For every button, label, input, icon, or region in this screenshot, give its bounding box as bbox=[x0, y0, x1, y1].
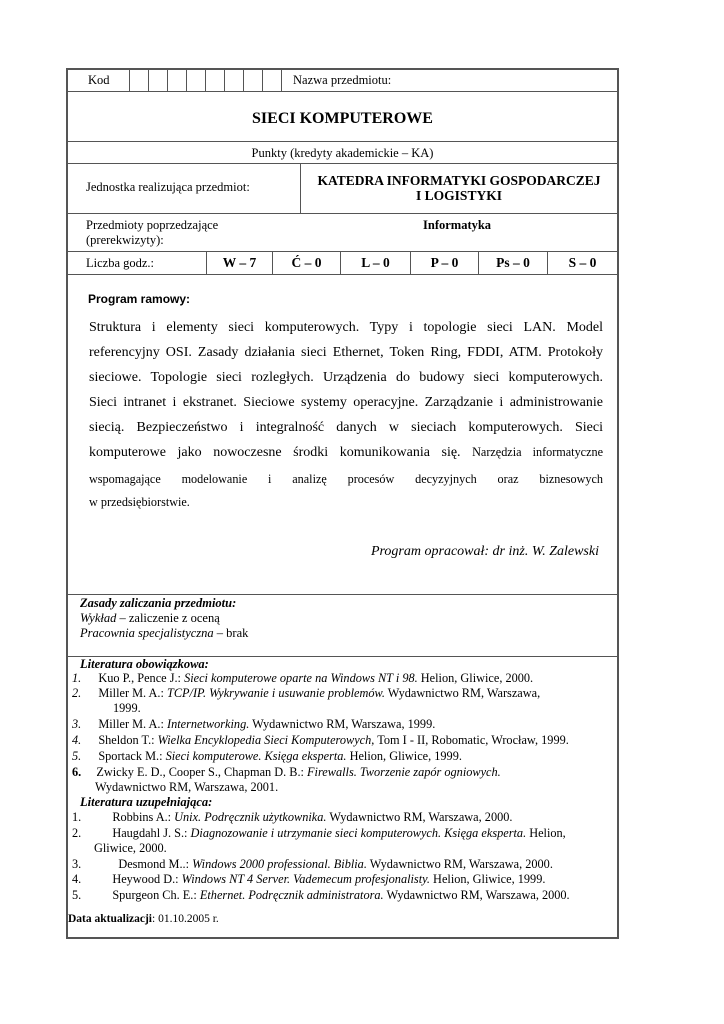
lit-uzup-item: 2. Haugdahl J. S.: Diagnozowanie i utrzymanie sieci komputerowych. Księga eksperta. Helion, bbox=[72, 826, 566, 840]
prereq-label-line1: Przedmioty poprzedzające bbox=[86, 218, 219, 232]
lit-obow-item: 1. Kuo P., Pence J.: Sieci komputerowe oparte na Windows NT i 98. Helion, Gliwice, 2000. bbox=[72, 671, 534, 685]
lit-obow-item: 3. Miller M. A.: Internetworking. Wydawnictwo RM, Warszawa, 1999. bbox=[72, 717, 436, 731]
hours-c: Ć – 0 bbox=[272, 252, 340, 274]
program-line: Sieci intranet i ekstranet. Sieciowe systemy operacyjne. Zarządzanie i administrowanie bbox=[89, 395, 603, 410]
zasady-heading: Zasady zaliczania przedmiotu: bbox=[80, 596, 237, 610]
lit-uzup-item: 1. Robbins A.: Unix. Podręcznik użytkownika. Wydawnictwo RM, Warszawa, 2000. bbox=[72, 810, 513, 824]
kod-box bbox=[243, 70, 262, 91]
program-line: siecią. Bezpieczeństwo i integralność danych w sieciach komputerowych. Sieci bbox=[89, 420, 603, 435]
unit-value-line1: KATEDRA INFORMATYKI GOSPODARCZEJ bbox=[317, 173, 601, 188]
punkty-row bbox=[68, 142, 617, 164]
program-author: Program opracował: dr inż. W. Zalewski bbox=[370, 544, 599, 559]
lit-uzup-heading: Literatura uzupełniająca: bbox=[80, 795, 213, 809]
lit-obow-item: 6. Zwicky E. D., Cooper S., Chapman D. B.: Firewalls. Tworzenie zapór ogniowych. bbox=[72, 765, 501, 779]
lit-uzup-item: 5. Spurgeon Ch. E.: Ethernet. Podręcznik administratora. Wydawnictwo RM, Warszawa, 2000. bbox=[72, 888, 570, 902]
zasady-wyklad: Wykład – zaliczenie z oceną bbox=[80, 611, 220, 625]
hours-label: Liczba godz.: bbox=[86, 256, 155, 270]
course-card bbox=[66, 68, 619, 939]
unit-label: Jednostka realizująca przedmiot: bbox=[86, 180, 250, 194]
kod-box bbox=[167, 70, 186, 91]
kod-box bbox=[129, 70, 148, 91]
zasady-pracownia: Pracownia specjalistyczna – brak bbox=[80, 626, 249, 640]
prereq-row bbox=[68, 214, 617, 252]
hours-row bbox=[68, 252, 617, 275]
kod-boxes bbox=[129, 70, 273, 91]
lit-obow-item-cont: Wydawnictwo RM, Warszawa, 2001. bbox=[95, 780, 279, 794]
kod-label: Kod bbox=[88, 73, 110, 87]
program-line: Struktura i elementy sieci komputerowych. Typy i topologie sieci LAN. Model bbox=[89, 320, 603, 335]
course-title: SIECI KOMPUTEROWE bbox=[252, 110, 433, 127]
program-line: w przedsiębiorstwie. bbox=[89, 495, 190, 509]
lit-uzup-item: 4. Heywood D.: Windows NT 4 Server. Vademecum profesjonalisty. Helion, Gliwice, 1999. bbox=[72, 872, 546, 886]
kod-box bbox=[148, 70, 167, 91]
kod-box bbox=[224, 70, 243, 91]
unit-value-cell bbox=[300, 164, 617, 213]
program-line: sieciowe. Topologie sieci rozległych. Urządzenia do budowy sieci komputerowych. bbox=[89, 370, 603, 385]
program-line: wspomagające modelowanie i analizę procesów decyzyjnych oraz biznesowych bbox=[89, 472, 603, 486]
lit-uzup-item-cont: Gliwice, 2000. bbox=[94, 841, 167, 855]
hours-l: L – 0 bbox=[340, 252, 410, 274]
lit-obow-heading: Literatura obowiązkowa: bbox=[80, 657, 209, 671]
punkty-label: Punkty (kredyty akademickie – KA) bbox=[251, 146, 434, 160]
lit-obow-item: 4. Sheldon T.: Wielka Encyklopedia Sieci Komputerowych, Tom I - II, Robomatic, Wrocław, 1999. bbox=[72, 733, 569, 747]
lit-obow-item: 5. Sportack M.: Sieci komputerowe. Księga eksperta. Helion, Gliwice, 1999. bbox=[72, 749, 462, 763]
kod-row bbox=[68, 70, 617, 92]
kod-box bbox=[205, 70, 224, 91]
unit-value-line2: I LOGISTYKI bbox=[416, 188, 502, 203]
update-date: Data aktualizacji: 01.10.2005 r. bbox=[68, 913, 219, 925]
kod-box bbox=[262, 70, 282, 91]
kod-box bbox=[186, 70, 205, 91]
lit-uzup-item: 3. Desmond M..: Windows 2000 professional. Biblia. Wydawnictwo RM, Warszawa, 2000. bbox=[72, 857, 553, 871]
nazwa-label: Nazwa przedmiotu: bbox=[293, 73, 392, 87]
lit-obow-item-cont: 1999. bbox=[113, 701, 141, 715]
unit-row bbox=[68, 164, 617, 214]
prereq-label-line2: (prerekwizyty): bbox=[86, 233, 164, 247]
hours-s: S – 0 bbox=[547, 252, 617, 274]
lit-obow-item: 2. Miller M. A.: TCP/IP. Wykrywanie i usuwanie problemów. Wydawnictwo RM, Warszawa, bbox=[72, 686, 541, 700]
program-line: komputerowe jako nowoczesne środki komunikowania się. Narzędzia informatyczne bbox=[89, 445, 603, 460]
prereq-value: Informatyka bbox=[423, 218, 492, 232]
hours-ps: Ps – 0 bbox=[478, 252, 547, 274]
program-line: referencyjny OSI. Zasady działania sieci Ethernet, Token Ring, FDDI, ATM. Protokoły bbox=[89, 345, 603, 360]
program-heading: Program ramowy: bbox=[88, 292, 191, 306]
hours-w: W – 7 bbox=[206, 252, 272, 274]
hours-p: P – 0 bbox=[410, 252, 478, 274]
title-row bbox=[68, 92, 617, 142]
